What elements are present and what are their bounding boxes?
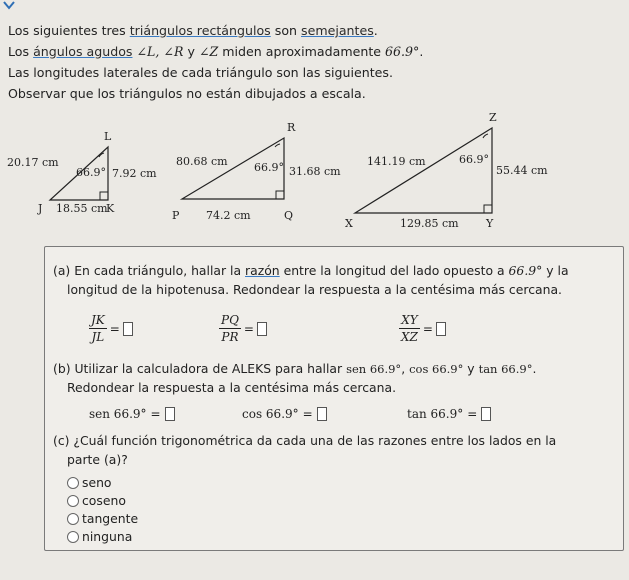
vertex-j: J bbox=[38, 202, 43, 215]
part-c-line-2: parte (a)? bbox=[67, 452, 128, 467]
radio-tangente[interactable] bbox=[67, 513, 79, 525]
question-panel bbox=[44, 246, 624, 551]
radio-ninguna[interactable] bbox=[67, 531, 79, 543]
vert-label-1: 7.92 cm bbox=[112, 167, 157, 180]
part-b-line-2: Redondear la respuesta a la centésima más cercana. bbox=[67, 380, 397, 395]
hyp-label-2: 80.68 cm bbox=[176, 155, 228, 168]
answer-input-xy-xz[interactable] bbox=[436, 322, 446, 336]
triangle-pqr bbox=[172, 121, 341, 222]
vert-label-2: 31.68 cm bbox=[289, 165, 341, 178]
ratio-jk-jl: $\frac{JK}{JL}$ = bbox=[89, 313, 133, 344]
option-seno[interactable]: seno bbox=[67, 475, 112, 490]
base-label-2: 74.2 cm bbox=[206, 209, 251, 222]
link-acute-angles[interactable]: ángulos agudos bbox=[33, 44, 133, 59]
hyp-label-1: 20.17 cm bbox=[7, 156, 59, 169]
radio-coseno[interactable] bbox=[67, 495, 79, 507]
cos-answer-row: cos 66.9° = bbox=[242, 407, 327, 421]
intro-line-1: Los siguientes tres triángulos rectángulos son semejantes. bbox=[8, 23, 378, 38]
part-c-line-1: (c) ¿Cuál función trigonométrica da cada una de las razones entre los lados en la bbox=[53, 433, 557, 448]
answer-input-cos[interactable] bbox=[317, 407, 327, 421]
answer-input-tan[interactable] bbox=[481, 407, 491, 421]
ratio-pq-pr: $\frac{PQ}{PR}$ = bbox=[219, 313, 267, 344]
angle-label-1: 66.9° bbox=[76, 166, 106, 179]
vertex-y: Y bbox=[486, 217, 494, 230]
vertex-k: K bbox=[106, 202, 115, 215]
triangle-diagrams bbox=[0, 0, 629, 250]
vertex-x: X bbox=[345, 217, 353, 230]
option-ninguna[interactable]: ninguna bbox=[67, 529, 132, 544]
option-coseno[interactable]: coseno bbox=[67, 493, 126, 508]
intro-line-4: Observar que los triángulos no están dibujados a escala. bbox=[8, 86, 366, 101]
answer-input-sin[interactable] bbox=[165, 407, 175, 421]
hyp-label-3: 141.19 cm bbox=[367, 155, 426, 168]
ratio-xy-xz: $\frac{XY}{XZ}$ = bbox=[399, 313, 446, 344]
vertex-l: L bbox=[104, 130, 112, 143]
answer-input-jk-jl[interactable] bbox=[123, 322, 133, 336]
tan-answer-row: tan 66.9° = bbox=[407, 407, 491, 421]
link-ratio[interactable]: razón bbox=[245, 263, 280, 278]
triangle-jkl bbox=[7, 130, 157, 215]
sin-answer-row: sen 66.9° = bbox=[89, 407, 175, 421]
vertex-q: Q bbox=[284, 209, 294, 222]
base-label-3: 129.85 cm bbox=[400, 217, 459, 230]
angle-label-3: 66.9° bbox=[459, 153, 489, 166]
part-a-line-2: longitud de la hipotenusa. Redondear la respuesta a la centésima más cercana. bbox=[67, 282, 562, 297]
link-similar[interactable]: semejantes bbox=[301, 23, 374, 38]
part-a-line-1: (a) En cada triángulo, hallar la razón entre la longitud del lado opuesto a 66.9° y la bbox=[53, 263, 569, 278]
vert-label-3: 55.44 cm bbox=[496, 164, 548, 177]
vertex-z: Z bbox=[489, 111, 497, 124]
part-b-line-1: (b) Utilizar la calculadora de ALEKS para hallar sen 66.9°, cos 66.9° y tan 66.9°. bbox=[53, 361, 537, 376]
link-right-triangles[interactable]: triángulos rectángulos bbox=[129, 23, 271, 38]
answer-input-pq-pr[interactable] bbox=[257, 322, 267, 336]
radio-seno[interactable] bbox=[67, 477, 79, 489]
intro-line-3: Las longitudes laterales de cada triángulo son las siguientes. bbox=[8, 65, 393, 80]
option-tangente[interactable]: tangente bbox=[67, 511, 138, 526]
intro-line-2: Los ángulos agudos ∠L, ∠R y ∠Z miden aproximadamente 66.9°. bbox=[8, 44, 424, 59]
vertex-p: P bbox=[172, 209, 180, 222]
angle-label-2: 66.9° bbox=[254, 161, 284, 174]
base-label-1: 18.55 cm bbox=[56, 202, 108, 215]
vertex-r: R bbox=[287, 121, 296, 134]
triangle-xyz bbox=[345, 111, 548, 230]
